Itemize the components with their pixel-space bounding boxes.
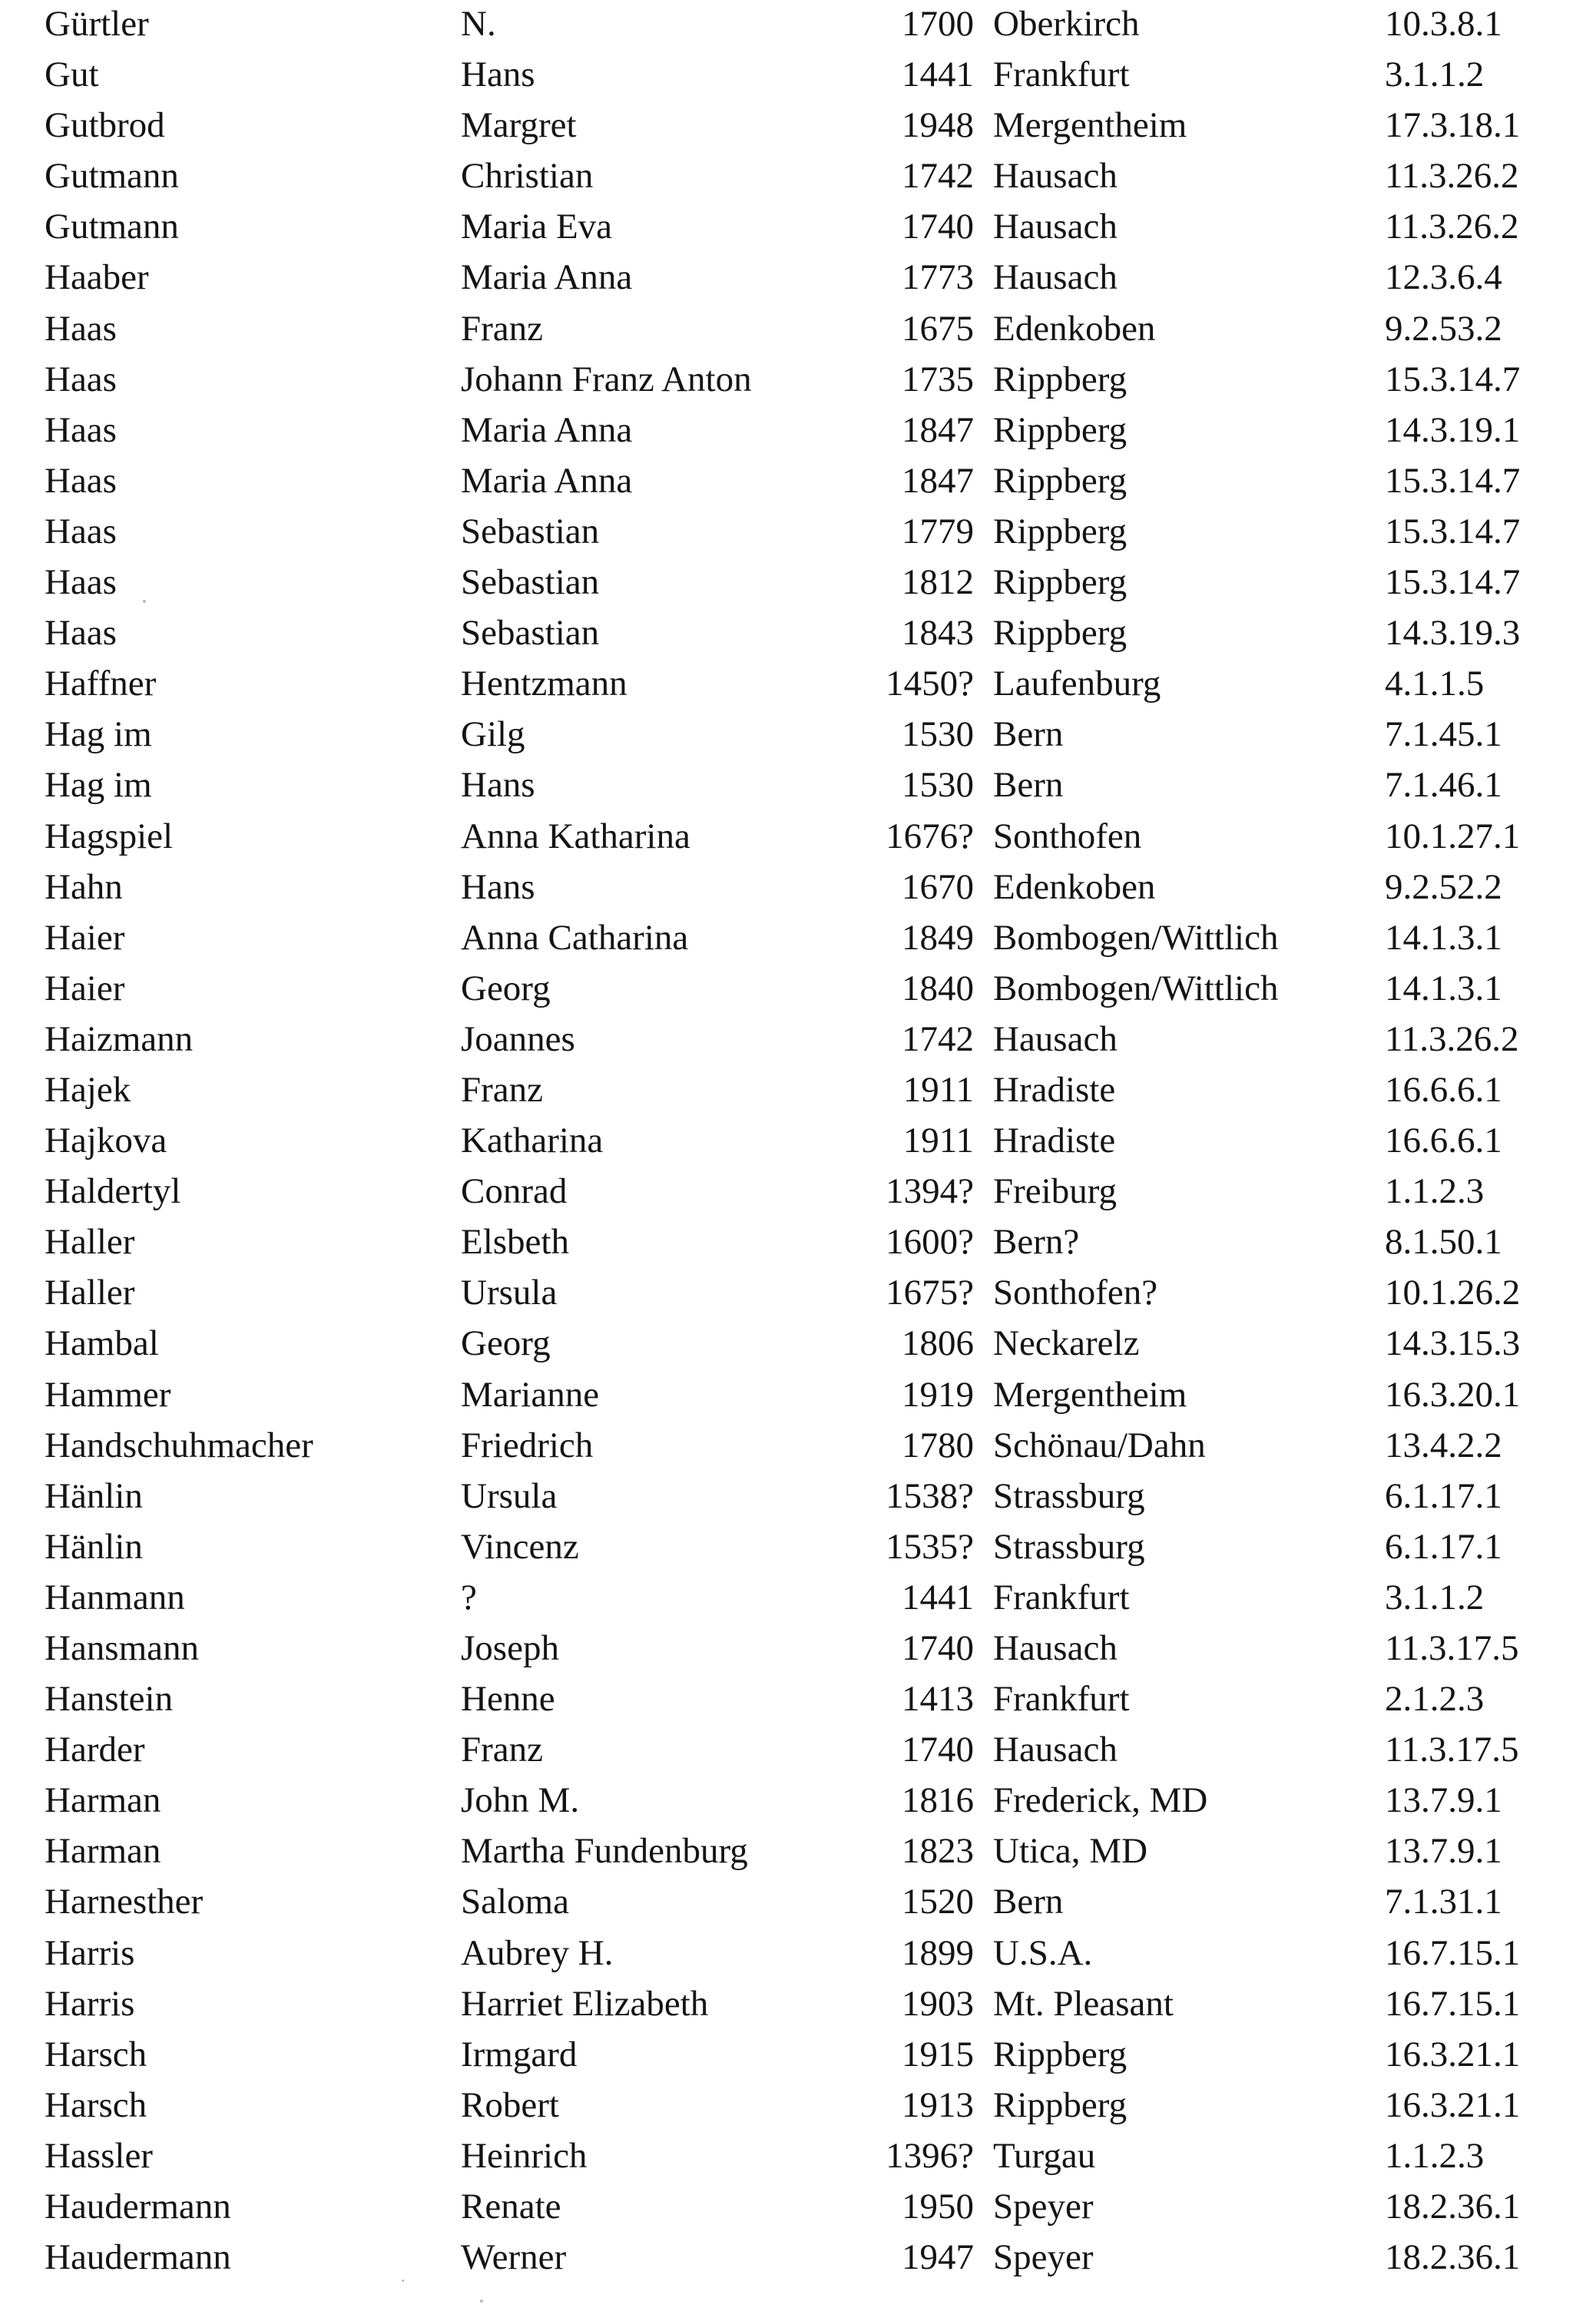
reference-cell: 14.3.19.1: [1385, 409, 1521, 450]
given-name-cell: Robert: [461, 2084, 559, 2125]
year-cell: 1450?: [886, 664, 974, 704]
given-name-cell: Franz: [461, 1069, 544, 1110]
year-cell: 1948: [902, 105, 974, 146]
table-row: [0, 963, 1596, 1014]
place-cell: Frankfurt: [993, 1679, 1130, 1720]
given-name-cell: Anna Catharina: [461, 917, 689, 958]
table-row: [0, 405, 1596, 455]
year-cell: 1675?: [886, 1273, 974, 1313]
place-cell: Frankfurt: [993, 1577, 1130, 1617]
year-cell: 1740: [902, 1628, 974, 1668]
surname-cell: Hänlin: [45, 1475, 143, 1516]
table-row: [0, 1369, 1596, 1420]
surname-cell: Harris: [45, 1983, 135, 2024]
reference-cell: 17.3.18.1: [1385, 105, 1521, 146]
surname-cell: Gutbrod: [45, 105, 165, 146]
given-name-cell: Saloma: [461, 1882, 569, 1922]
place-cell: Bombogen/Wittlich: [993, 968, 1279, 1008]
reference-cell: 6.1.17.1: [1385, 1526, 1502, 1567]
given-name-cell: Sebastian: [461, 613, 600, 654]
year-cell: 1396?: [886, 2135, 974, 2176]
year-cell: 1847: [902, 409, 974, 450]
year-cell: 1913: [902, 2084, 974, 2125]
place-cell: Rippberg: [993, 2034, 1127, 2074]
table-row: [0, 2080, 1596, 2131]
surname-cell: Hanmann: [45, 1577, 185, 1617]
year-cell: 1899: [902, 1932, 974, 1973]
given-name-cell: Martha Fundenburg: [461, 1831, 748, 1872]
reference-cell: 9.2.52.2: [1385, 866, 1502, 907]
table-row: [0, 1521, 1596, 1572]
surname-cell: Haller: [45, 1273, 135, 1313]
given-name-cell: Ursula: [461, 1475, 558, 1516]
year-cell: 1806: [902, 1323, 974, 1364]
year-cell: 1670: [902, 866, 974, 907]
table-row: [0, 455, 1596, 506]
reference-cell: 10.3.8.1: [1385, 4, 1502, 44]
year-cell: 1816: [902, 1780, 974, 1821]
surname-cell: Hänlin: [45, 1526, 143, 1567]
surname-cell: Haas: [45, 409, 117, 450]
reference-cell: 14.1.3.1: [1385, 917, 1502, 958]
place-cell: Rippberg: [993, 409, 1127, 450]
reference-cell: 14.3.19.3: [1385, 613, 1521, 654]
given-name-cell: Sebastian: [461, 511, 600, 551]
year-cell: 1700: [902, 4, 974, 44]
scan-speck: [402, 2280, 404, 2282]
place-cell: Frederick, MD: [993, 1780, 1208, 1821]
place-cell: Bern: [993, 714, 1064, 755]
place-cell: Mergentheim: [993, 105, 1187, 146]
year-cell: 1742: [902, 1018, 974, 1059]
given-name-cell: Hans: [461, 765, 535, 806]
given-name-cell: Johann Franz Anton: [461, 359, 752, 399]
given-name-cell: Joseph: [461, 1628, 559, 1668]
table-row: [0, 1978, 1596, 2029]
surname-cell: Haier: [45, 968, 125, 1008]
surname-cell: Haier: [45, 917, 125, 958]
surname-cell: Hag im: [45, 765, 152, 806]
surname-cell: Harnesther: [45, 1882, 204, 1922]
year-cell: 1950: [902, 2187, 974, 2227]
reference-cell: 16.6.6.1: [1385, 1069, 1502, 1110]
reference-cell: 9.2.53.2: [1385, 308, 1502, 349]
table-row: [0, 1318, 1596, 1369]
place-cell: U.S.A.: [993, 1932, 1093, 1973]
table-row: [0, 151, 1596, 201]
surname-cell: Harman: [45, 1831, 161, 1872]
place-cell: Hausach: [993, 156, 1118, 197]
surname-cell: Haas: [45, 562, 117, 603]
place-cell: Rippberg: [993, 511, 1127, 551]
year-cell: 1947: [902, 2237, 974, 2278]
year-cell: 1773: [902, 257, 974, 298]
given-name-cell: ?: [461, 1577, 477, 1617]
reference-cell: 3.1.1.2: [1385, 55, 1485, 95]
place-cell: Bern?: [993, 1222, 1080, 1263]
year-cell: 1847: [902, 460, 974, 501]
reference-cell: 1.1.2.3: [1385, 2135, 1485, 2176]
reference-cell: 13.7.9.1: [1385, 1831, 1502, 1872]
given-name-cell: John M.: [461, 1780, 580, 1821]
reference-cell: 16.3.20.1: [1385, 1374, 1521, 1415]
surname-cell: Harder: [45, 1730, 145, 1770]
table-row: [0, 1572, 1596, 1623]
given-name-cell: Margret: [461, 105, 577, 146]
given-name-cell: Renate: [461, 2187, 561, 2227]
reference-cell: 13.7.9.1: [1385, 1780, 1502, 1821]
reference-cell: 7.1.45.1: [1385, 714, 1502, 755]
given-name-cell: Christian: [461, 156, 594, 197]
surname-cell: Hajek: [45, 1069, 131, 1110]
place-cell: Bombogen/Wittlich: [993, 917, 1279, 958]
year-cell: 1840: [902, 968, 974, 1008]
reference-cell: 8.1.50.1: [1385, 1222, 1502, 1263]
year-cell: 1740: [902, 1730, 974, 1770]
table-row: [0, 303, 1596, 354]
year-cell: 1676?: [886, 816, 974, 856]
reference-cell: 16.7.15.1: [1385, 1932, 1521, 1973]
table-row: [0, 760, 1596, 810]
year-cell: 1740: [902, 207, 974, 247]
place-cell: Rippberg: [993, 613, 1127, 654]
reference-cell: 15.3.14.7: [1385, 359, 1521, 399]
place-cell: Sonthofen: [993, 816, 1142, 856]
place-cell: Frankfurt: [993, 55, 1130, 95]
given-name-cell: Werner: [461, 2237, 567, 2278]
surname-cell: Haizmann: [45, 1018, 194, 1059]
reference-cell: 11.3.26.2: [1385, 1018, 1519, 1059]
reference-cell: 14.3.15.3: [1385, 1323, 1521, 1364]
table-row: [0, 1674, 1596, 1724]
reference-cell: 3.1.1.2: [1385, 1577, 1485, 1617]
given-name-cell: Hans: [461, 55, 535, 95]
given-name-cell: Georg: [461, 1323, 551, 1364]
place-cell: Hausach: [993, 1628, 1118, 1668]
place-cell: Edenkoben: [993, 866, 1156, 907]
surname-cell: Hag im: [45, 714, 152, 755]
given-name-cell: Elsbeth: [461, 1222, 569, 1263]
reference-cell: 16.3.21.1: [1385, 2034, 1521, 2074]
year-cell: 1812: [902, 562, 974, 603]
table-row: [0, 49, 1596, 100]
table-row: [0, 354, 1596, 405]
place-cell: Hradiste: [993, 1121, 1116, 1161]
table-row: [0, 2181, 1596, 2232]
given-name-cell: Maria Eva: [461, 207, 613, 247]
table-row: [0, 1064, 1596, 1115]
given-name-cell: Hentzmann: [461, 664, 627, 704]
place-cell: Hausach: [993, 1018, 1118, 1059]
place-cell: Rippberg: [993, 460, 1127, 501]
surname-cell: Harsch: [45, 2034, 147, 2074]
table-row: [0, 1267, 1596, 1318]
year-cell: 1919: [902, 1374, 974, 1415]
table-row: [0, 1115, 1596, 1166]
given-name-cell: Sebastian: [461, 562, 600, 603]
table-row: [0, 862, 1596, 912]
surname-cell: Haffner: [45, 664, 157, 704]
given-name-cell: Irmgard: [461, 2034, 578, 2074]
given-name-cell: Vincenz: [461, 1526, 579, 1567]
reference-cell: 13.4.2.2: [1385, 1425, 1502, 1465]
place-cell: Schönau/Dahn: [993, 1425, 1206, 1465]
reference-cell: 11.3.26.2: [1385, 156, 1519, 197]
reference-cell: 14.1.3.1: [1385, 968, 1502, 1008]
table-row: [0, 1928, 1596, 1978]
given-name-cell: Heinrich: [461, 2135, 588, 2176]
table-row: [0, 1623, 1596, 1674]
given-name-cell: Maria Anna: [461, 460, 633, 501]
table-row: [0, 252, 1596, 303]
reference-cell: 1.1.2.3: [1385, 1171, 1485, 1212]
given-name-cell: Friedrich: [461, 1425, 594, 1465]
surname-cell: Gürtler: [45, 4, 149, 44]
year-cell: 1600?: [886, 1222, 974, 1263]
surname-cell: Gut: [45, 55, 99, 95]
place-cell: Sonthofen?: [993, 1273, 1158, 1313]
place-cell: Hausach: [993, 207, 1118, 247]
given-name-cell: Katharina: [461, 1121, 604, 1161]
table-row: [0, 709, 1596, 760]
table-row: [0, 2232, 1596, 2283]
year-cell: 1915: [902, 2034, 974, 2074]
place-cell: Neckarelz: [993, 1323, 1140, 1364]
year-cell: 1394?: [886, 1171, 974, 1212]
table-row: [0, 1826, 1596, 1876]
surname-cell: Hagspiel: [45, 816, 174, 856]
reference-cell: 6.1.17.1: [1385, 1475, 1502, 1516]
place-cell: Strassburg: [993, 1526, 1145, 1567]
table-row: [0, 608, 1596, 658]
given-name-cell: Harriet Elizabeth: [461, 1983, 709, 2024]
year-cell: 1843: [902, 613, 974, 654]
given-name-cell: Aubrey H.: [461, 1932, 614, 1973]
surname-cell: Haaber: [45, 257, 149, 298]
reference-cell: 10.1.26.2: [1385, 1273, 1521, 1313]
surname-cell: Hansmann: [45, 1628, 200, 1668]
place-cell: Rippberg: [993, 359, 1127, 399]
table-row: [0, 1014, 1596, 1064]
place-cell: Hausach: [993, 257, 1118, 298]
reference-cell: 11.3.17.5: [1385, 1730, 1519, 1770]
reference-cell: 11.3.17.5: [1385, 1628, 1519, 1668]
year-cell: 1675: [902, 308, 974, 349]
table-row: [0, 912, 1596, 963]
surname-cell: Hahn: [45, 866, 123, 907]
surname-cell: Haas: [45, 511, 117, 551]
reference-cell: 15.3.14.7: [1385, 460, 1521, 501]
year-cell: 1779: [902, 511, 974, 551]
table-row: [0, 1166, 1596, 1217]
reference-cell: 2.1.2.3: [1385, 1679, 1485, 1720]
table-row: [0, 2131, 1596, 2181]
surname-cell: Harman: [45, 1780, 161, 1821]
reference-cell: 10.1.27.1: [1385, 816, 1521, 856]
place-cell: Hradiste: [993, 1069, 1116, 1110]
year-cell: 1911: [902, 1069, 974, 1110]
table-row: [0, 1775, 1596, 1826]
place-cell: Rippberg: [993, 2084, 1127, 2125]
surname-cell: Handschuhmacher: [45, 1425, 313, 1465]
given-name-cell: Georg: [461, 968, 551, 1008]
surname-cell: Haas: [45, 308, 117, 349]
surname-cell: Haas: [45, 613, 117, 654]
table-row: [0, 506, 1596, 557]
given-name-cell: Joannes: [461, 1018, 575, 1059]
year-cell: 1441: [902, 1577, 974, 1617]
surname-cell: Hassler: [45, 2135, 153, 2176]
given-name-cell: Franz: [461, 1730, 544, 1770]
surname-cell: Haas: [45, 359, 117, 399]
given-name-cell: Marianne: [461, 1374, 600, 1415]
reference-cell: 15.3.14.7: [1385, 562, 1521, 603]
reference-cell: 12.3.6.4: [1385, 257, 1502, 298]
reference-cell: 18.2.36.1: [1385, 2237, 1521, 2278]
year-cell: 1911: [902, 1121, 974, 1161]
place-cell: Rippberg: [993, 562, 1127, 603]
given-name-cell: Maria Anna: [461, 257, 633, 298]
table-row: [0, 1471, 1596, 1521]
year-cell: 1441: [902, 55, 974, 95]
surname-cell: Gutmann: [45, 156, 179, 197]
reference-cell: 15.3.14.7: [1385, 511, 1521, 551]
reference-cell: 11.3.26.2: [1385, 207, 1519, 247]
year-cell: 1538?: [886, 1475, 974, 1516]
reference-cell: 16.7.15.1: [1385, 1983, 1521, 2024]
place-cell: Freiburg: [993, 1171, 1118, 1212]
place-cell: Utica, MD: [993, 1831, 1148, 1872]
surname-cell: Hambal: [45, 1323, 159, 1364]
surname-cell: Harris: [45, 1932, 135, 1973]
reference-cell: 16.3.21.1: [1385, 2084, 1521, 2125]
year-cell: 1520: [902, 1882, 974, 1922]
place-cell: Turgau: [993, 2135, 1096, 2176]
place-cell: Oberkirch: [993, 4, 1140, 44]
table-row: [0, 1420, 1596, 1471]
year-cell: 1849: [902, 917, 974, 958]
table-row: [0, 658, 1596, 709]
given-name-cell: Hans: [461, 866, 535, 907]
table-row: [0, 2029, 1596, 2080]
place-cell: Mergentheim: [993, 1374, 1187, 1415]
surname-cell: Gutmann: [45, 207, 179, 247]
given-name-cell: Anna Katharina: [461, 816, 690, 856]
given-name-cell: Gilg: [461, 714, 525, 755]
table-row: [0, 1217, 1596, 1267]
surname-cell: Haudermann: [45, 2187, 231, 2227]
table-row: [0, 557, 1596, 608]
surname-cell: Hajkova: [45, 1121, 167, 1161]
place-cell: Bern: [993, 1882, 1064, 1922]
place-cell: Bern: [993, 765, 1064, 806]
year-cell: 1742: [902, 156, 974, 197]
surname-cell: Haller: [45, 1222, 135, 1263]
year-cell: 1535?: [886, 1526, 974, 1567]
table-row: [0, 811, 1596, 862]
year-cell: 1530: [902, 765, 974, 806]
given-name-cell: Henne: [461, 1679, 555, 1720]
year-cell: 1780: [902, 1425, 974, 1465]
reference-cell: 18.2.36.1: [1385, 2187, 1521, 2227]
place-cell: Speyer: [993, 2187, 1094, 2227]
given-name-cell: Conrad: [461, 1171, 568, 1212]
surname-cell: Haudermann: [45, 2237, 231, 2278]
scan-speck: [480, 2299, 483, 2303]
year-cell: 1413: [902, 1679, 974, 1720]
table-row: [0, 100, 1596, 151]
scan-speck: [143, 600, 146, 603]
surname-cell: Hammer: [45, 1374, 171, 1415]
reference-cell: 7.1.31.1: [1385, 1882, 1502, 1922]
surname-cell: Haldertyl: [45, 1171, 181, 1212]
reference-cell: 4.1.1.5: [1385, 664, 1485, 704]
place-cell: Speyer: [993, 2237, 1094, 2278]
given-name-cell: N.: [461, 4, 496, 44]
place-cell: Hausach: [993, 1730, 1118, 1770]
year-cell: 1903: [902, 1983, 974, 2024]
table-row: [0, 1724, 1596, 1775]
year-cell: 1530: [902, 714, 974, 755]
place-cell: Edenkoben: [993, 308, 1156, 349]
given-name-cell: Franz: [461, 308, 544, 349]
surname-cell: Haas: [45, 460, 117, 501]
reference-cell: 7.1.46.1: [1385, 765, 1502, 806]
given-name-cell: Maria Anna: [461, 409, 633, 450]
surname-cell: Hanstein: [45, 1679, 174, 1720]
surname-cell: Harsch: [45, 2084, 147, 2125]
table-row: [0, 0, 1596, 49]
place-cell: Mt. Pleasant: [993, 1983, 1174, 2024]
given-name-cell: Ursula: [461, 1273, 558, 1313]
place-cell: Laufenburg: [993, 664, 1161, 704]
table-row: [0, 201, 1596, 252]
reference-cell: 16.6.6.1: [1385, 1121, 1502, 1161]
year-cell: 1823: [902, 1831, 974, 1872]
table-row: [0, 1876, 1596, 1927]
year-cell: 1735: [902, 359, 974, 399]
place-cell: Strassburg: [993, 1475, 1145, 1516]
